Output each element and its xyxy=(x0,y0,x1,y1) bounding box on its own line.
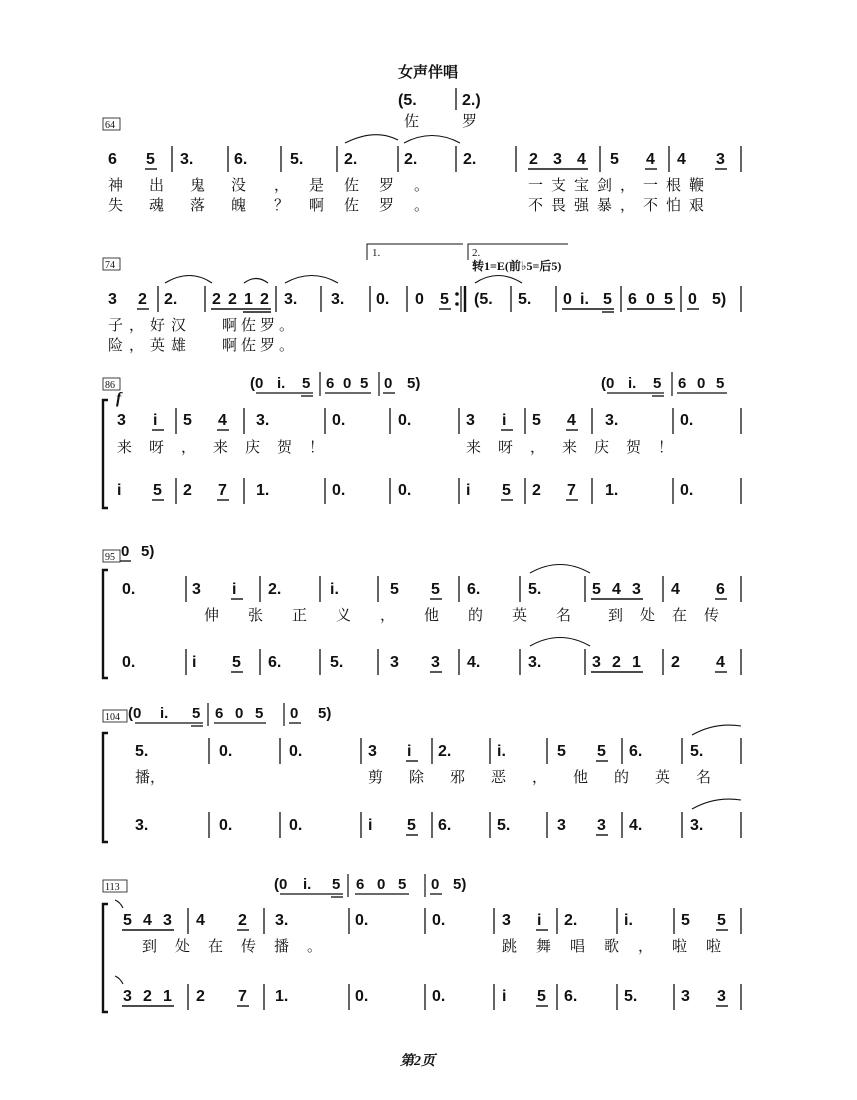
note: i xyxy=(466,482,471,499)
note: 2 xyxy=(228,291,237,308)
note: 4 xyxy=(612,581,621,598)
note: 3 xyxy=(716,151,725,168)
note: 5 xyxy=(398,876,407,893)
note: i xyxy=(407,743,412,760)
note: 0 xyxy=(646,291,655,308)
note: 0. xyxy=(122,581,136,598)
note: 5 xyxy=(407,817,416,834)
system-bracket xyxy=(103,400,108,508)
note: 5) xyxy=(141,543,155,560)
note: 6 xyxy=(215,705,224,722)
note: 6 xyxy=(716,581,725,598)
note: 5 xyxy=(390,581,399,598)
note: 0. xyxy=(398,482,412,499)
note: 5. xyxy=(290,151,304,168)
note: (0 xyxy=(601,375,615,392)
note: 3 xyxy=(108,291,117,308)
slur xyxy=(244,279,268,284)
note: (0 xyxy=(250,375,264,392)
note: 3 xyxy=(557,817,566,834)
note: 5 xyxy=(716,375,725,392)
note: 3 xyxy=(466,412,475,429)
pickup-note-2: 2.) xyxy=(462,92,481,109)
measure-number: 74 xyxy=(105,260,115,271)
lyric-verse-1: 啊佐罗。 xyxy=(222,316,299,334)
note: 5 xyxy=(592,581,601,598)
note: 1 xyxy=(632,654,641,671)
note: 0. xyxy=(289,743,303,760)
note: 5 xyxy=(192,705,201,722)
note: 5. xyxy=(690,743,704,760)
volta-2-label: 2. xyxy=(472,247,481,259)
note: (5. xyxy=(474,291,493,308)
note: 3 xyxy=(717,988,726,1005)
tie xyxy=(115,900,123,908)
tie xyxy=(345,135,398,143)
note: (0 xyxy=(274,876,288,893)
pickup-note-1: (5. xyxy=(398,92,417,109)
note: 7 xyxy=(567,482,576,499)
note: 5 xyxy=(597,743,606,760)
note: i. xyxy=(160,705,169,722)
note: 6. xyxy=(564,988,578,1005)
lyric-verse-2: 险，英雄 xyxy=(108,336,193,354)
note: 7 xyxy=(218,482,227,499)
note: 5 xyxy=(557,743,566,760)
dynamic-forte: f xyxy=(116,390,122,407)
note: 2 xyxy=(138,291,147,308)
note: 2. xyxy=(463,151,477,168)
note: 5 xyxy=(123,912,132,929)
note: 5) xyxy=(407,375,421,392)
note: 1. xyxy=(275,988,289,1005)
note: 7 xyxy=(238,988,247,1005)
pickup-lyric-2: 罗 xyxy=(462,112,478,130)
note: 0. xyxy=(355,912,369,929)
lyric: 到处在传 xyxy=(608,606,737,624)
note: 4. xyxy=(467,654,481,671)
note: 5) xyxy=(453,876,467,893)
note: 4 xyxy=(196,912,205,929)
note: 2. xyxy=(404,151,418,168)
note: 0 xyxy=(290,705,299,722)
note: 3. xyxy=(331,291,345,308)
note: i xyxy=(153,412,158,429)
note: 5) xyxy=(318,705,332,722)
note: 0. xyxy=(432,988,446,1005)
note: 6 xyxy=(678,375,687,392)
note: 5 xyxy=(302,375,311,392)
note: 5 xyxy=(653,375,662,392)
note: 1 xyxy=(163,988,172,1005)
note: 0. xyxy=(289,817,303,834)
note: 0. xyxy=(355,988,369,1005)
note: i xyxy=(368,817,373,834)
note: 5. xyxy=(624,988,638,1005)
note: 3 xyxy=(632,581,641,598)
volta-1-label: 1. xyxy=(372,247,381,259)
system-95 xyxy=(103,543,741,678)
note: i xyxy=(502,412,507,429)
note: 0 xyxy=(431,876,440,893)
lyric-verse-2: 不畏强暴，不怕艰 xyxy=(528,196,713,214)
note: 2 xyxy=(671,654,680,671)
note: i xyxy=(502,988,507,1005)
note: 5 xyxy=(255,705,264,722)
note: 2 xyxy=(143,988,152,1005)
system-bracket xyxy=(103,570,108,678)
note: 4 xyxy=(646,151,655,168)
note: i. xyxy=(580,291,589,308)
note: 0. xyxy=(332,412,346,429)
melody-row xyxy=(108,135,741,172)
note: 0 xyxy=(415,291,424,308)
note: 5 xyxy=(332,876,341,893)
note: 0. xyxy=(219,743,233,760)
note: 5 xyxy=(146,151,155,168)
note: 5 xyxy=(153,482,162,499)
lyric-verse-1: 一支宝剑，一根鞭 xyxy=(528,176,713,194)
note: 5 xyxy=(532,412,541,429)
note: 5 xyxy=(610,151,619,168)
note: (0 xyxy=(128,705,142,722)
note: 3 xyxy=(597,817,606,834)
page-title: 女声伴唱 xyxy=(397,65,459,81)
note: i xyxy=(537,912,542,929)
note: 5 xyxy=(360,375,369,392)
page-number: 第2页 xyxy=(400,1054,435,1069)
volta-1 xyxy=(367,244,463,260)
note: 2 xyxy=(260,291,269,308)
note: 6. xyxy=(629,743,643,760)
note: 0 xyxy=(377,876,386,893)
note: i. xyxy=(624,912,633,929)
note: 2. xyxy=(438,743,452,760)
note: 0. xyxy=(332,482,346,499)
system-104 xyxy=(103,703,741,842)
note: 5. xyxy=(135,743,149,760)
note: 5 xyxy=(664,291,673,308)
note: 5. xyxy=(497,817,511,834)
lyric: 到处在传播。 xyxy=(142,937,341,955)
lyric-verse-2: ？啊佐罗。 xyxy=(274,196,450,214)
note: 5 xyxy=(232,654,241,671)
lyric-verse-1: 子，好汉 xyxy=(108,316,193,334)
note: 6. xyxy=(234,151,248,168)
tie xyxy=(530,565,590,574)
lyric: 播， xyxy=(135,768,166,786)
lyric: 跳舞唱歌，啦啦 xyxy=(502,937,741,955)
lyric: 伸张正义，他的英名 xyxy=(204,606,601,624)
note: 3 xyxy=(163,912,172,929)
note: i. xyxy=(277,375,286,392)
note: 2 xyxy=(532,482,541,499)
note: 3. xyxy=(275,912,289,929)
note: 0 xyxy=(235,705,244,722)
note: 0 xyxy=(697,375,706,392)
tie xyxy=(404,136,460,144)
note: 4 xyxy=(671,581,680,598)
note: 6. xyxy=(268,654,282,671)
system-bracket xyxy=(103,904,108,1012)
note: 2. xyxy=(344,151,358,168)
tie xyxy=(530,638,590,647)
note: 4 xyxy=(677,151,686,168)
note: 3. xyxy=(284,291,298,308)
tie xyxy=(692,799,741,809)
note: 3 xyxy=(117,412,126,429)
note: i. xyxy=(628,375,637,392)
note: 5 xyxy=(603,291,612,308)
system-bracket xyxy=(103,733,108,842)
note: 1 xyxy=(244,291,253,308)
note: 3 xyxy=(592,654,601,671)
system-64 xyxy=(103,88,741,214)
note: 5 xyxy=(431,581,440,598)
measure-number: 95 xyxy=(105,552,115,563)
note: 0 xyxy=(343,375,352,392)
system-74 xyxy=(103,244,741,354)
note: 2 xyxy=(238,912,247,929)
note: 2 xyxy=(196,988,205,1005)
note: 6. xyxy=(438,817,452,834)
note: 5. xyxy=(528,581,542,598)
note: 0. xyxy=(432,912,446,929)
note: i xyxy=(192,654,197,671)
pickup-lyric-1: 佐 xyxy=(404,112,420,130)
note: 3 xyxy=(123,988,132,1005)
tie xyxy=(285,276,338,284)
note: 5 xyxy=(681,912,690,929)
note: 0. xyxy=(398,412,412,429)
tie xyxy=(692,725,741,735)
measure-number: 113 xyxy=(105,882,120,893)
note: 3. xyxy=(528,654,542,671)
note: 5. xyxy=(518,291,532,308)
note: 5) xyxy=(712,291,727,308)
note: 4 xyxy=(143,912,152,929)
note: 2 xyxy=(612,654,621,671)
note: 6 xyxy=(356,876,365,893)
key-change: 转1=E(前♭5=后5) xyxy=(472,259,562,273)
note: 0. xyxy=(680,482,694,499)
note: 3 xyxy=(553,151,562,168)
note: 0. xyxy=(680,412,694,429)
note: i. xyxy=(497,743,506,760)
note: 3. xyxy=(135,817,149,834)
note: 0. xyxy=(122,654,136,671)
note: i. xyxy=(330,581,339,598)
measure-number: 86 xyxy=(105,380,115,391)
note: 3. xyxy=(605,412,619,429)
note: i. xyxy=(303,876,312,893)
lyric-verse-1: 神出鬼没 xyxy=(108,176,273,194)
note: 2. xyxy=(564,912,578,929)
note: 3 xyxy=(502,912,511,929)
note: 6. xyxy=(467,581,481,598)
lyric-verse-2: 啊佐罗。 xyxy=(222,336,299,354)
note: 0 xyxy=(384,375,393,392)
measure-number: 104 xyxy=(105,712,120,723)
note: 0. xyxy=(219,817,233,834)
note: i xyxy=(232,581,237,598)
note: 4 xyxy=(577,151,586,168)
note: 3 xyxy=(681,988,690,1005)
note: 1. xyxy=(605,482,619,499)
note: 3 xyxy=(390,654,399,671)
note: 5 xyxy=(183,412,192,429)
tie xyxy=(475,276,522,284)
measure-number: 64 xyxy=(105,120,115,131)
system-86 xyxy=(103,372,741,508)
tie xyxy=(115,976,123,984)
note: 4 xyxy=(567,412,576,429)
note: 3 xyxy=(192,581,201,598)
system-113 xyxy=(103,874,741,1012)
note: 2 xyxy=(212,291,221,308)
lyric: 剪除邪恶，他的英名 xyxy=(368,768,738,786)
note: 0. xyxy=(376,291,390,308)
note: 2. xyxy=(268,581,282,598)
lyric: 来呀，来庆贺！ xyxy=(466,438,691,456)
lyric: 来呀，来庆贺！ xyxy=(117,438,342,456)
note: 5 xyxy=(502,482,511,499)
note: 5 xyxy=(717,912,726,929)
note: 0 xyxy=(121,543,130,560)
note: 4. xyxy=(629,817,643,834)
note: 3 xyxy=(368,743,377,760)
note: 1. xyxy=(256,482,270,499)
note: 3 xyxy=(431,654,440,671)
note: 6 xyxy=(326,375,335,392)
note: 3. xyxy=(690,817,704,834)
note: 6 xyxy=(108,151,117,168)
note: 4 xyxy=(218,412,227,429)
lyric-verse-1: ，是佐罗。 xyxy=(274,176,450,194)
note: 5. xyxy=(330,654,344,671)
note: 4 xyxy=(716,654,725,671)
volta-2 xyxy=(468,244,568,260)
note: 5 xyxy=(440,291,449,308)
note: 3. xyxy=(180,151,194,168)
note: 3. xyxy=(256,412,270,429)
tie xyxy=(165,276,212,284)
lyric-verse-2: 失魂落魄 xyxy=(108,196,273,214)
note: 2. xyxy=(164,291,178,308)
note: i xyxy=(117,482,122,499)
note: 5 xyxy=(537,988,546,1005)
note: 2 xyxy=(529,151,538,168)
note: 2 xyxy=(183,482,192,499)
note: 0 xyxy=(688,291,697,308)
note: 6 xyxy=(628,291,637,308)
note: 0 xyxy=(563,291,572,308)
